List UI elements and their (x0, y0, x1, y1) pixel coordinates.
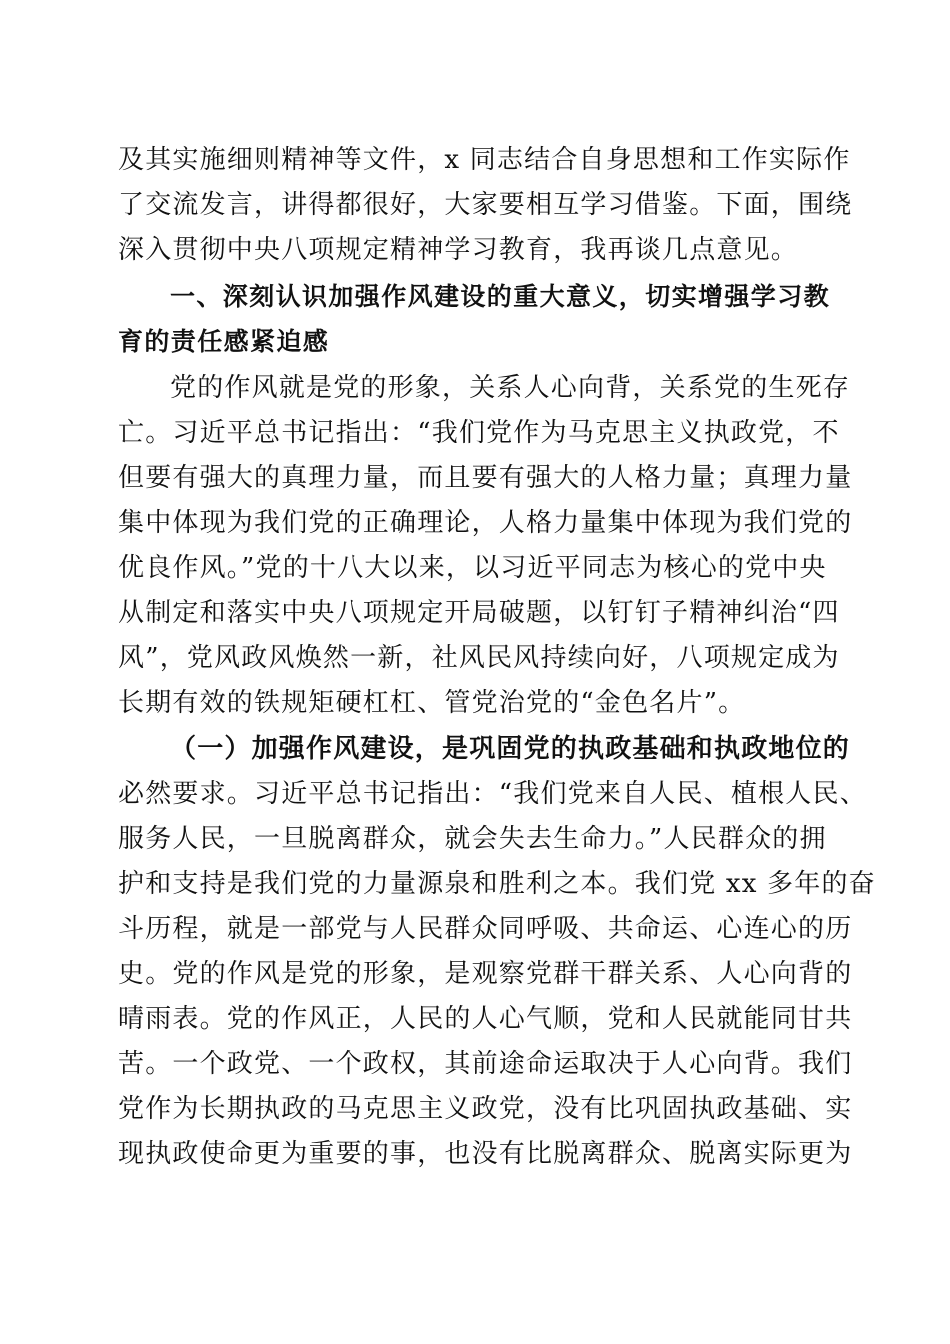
body-line: 苦。一个政党、一个政权，其前途命运取决于人心向背。我们 (118, 1049, 853, 1079)
body-line: 集中体现为我们党的正确理论，人格力量集中体现为我们党的 (118, 508, 853, 538)
body-line: 但要有强大的真理力量，而且要有强大的人格力量；真理力量 (118, 463, 853, 493)
subsection-line: （一）加强作风建设，是巩固党的执政基础和执政地位的 (170, 734, 851, 764)
body-line: 护和支持是我们党的力量源泉和胜利之本。我们党 xx 多年的奋 (118, 869, 876, 899)
body-line: 从制定和落实中央八项规定开局破题，以钉钉子精神纠治“四 (118, 598, 840, 628)
intro-line-2: 了交流发言，讲得都很好，大家要相互学习借鉴。下面，围绕 (118, 190, 853, 220)
body-line: 亡。习近平总书记指出：“我们党作为马克思主义执政党，不 (118, 418, 840, 448)
body-line: 党作为长期执政的马克思主义政党，没有比巩固执政基础、实 (118, 1094, 853, 1124)
body-line: 党的作风就是党的形象，关系人心向背，关系党的生死存 (170, 373, 851, 403)
body-line: 服务人民，一旦脱离群众，就会失去生命力。”人民群众的拥 (118, 824, 827, 854)
body-line: 现执政使命更为重要的事，也没有比脱离群众、脱离实际更为 (118, 1139, 853, 1169)
body-line: 长期有效的铁规矩硬杠杠、管党治党的“金色名片”。 (118, 688, 746, 718)
body-line: 必然要求。习近平总书记指出：“我们党来自人民、植根人民、 (118, 779, 867, 809)
section-heading-line-2: 育的责任感紧迫感 (118, 327, 330, 356)
body-line: 风”，党风政风焕然一新，社风民风持续向好，八项规定成为 (118, 643, 840, 673)
body-line: 斗历程，就是一部党与人民群众同呼吸、共命运、心连心的历 (118, 914, 853, 944)
body-line: 晴雨表。党的作风正，人民的人心气顺，党和人民就能同甘共 (118, 1004, 853, 1034)
body-line: 史。党的作风是党的形象，是观察党群干群关系、人心向背的 (118, 959, 853, 989)
intro-line-3: 深入贯彻中央八项规定精神学习教育，我再谈几点意见。 (118, 235, 799, 265)
body-line: 优良作风。”党的十八大以来，以习近平同志为核心的党中央 (118, 553, 827, 583)
section-heading-line-1: 一、深刻认识加强作风建设的重大意义，切实增强学习教 (170, 282, 831, 311)
intro-line-1: 及其实施细则精神等文件，x 同志结合自身思想和工作实际作 (118, 145, 851, 175)
